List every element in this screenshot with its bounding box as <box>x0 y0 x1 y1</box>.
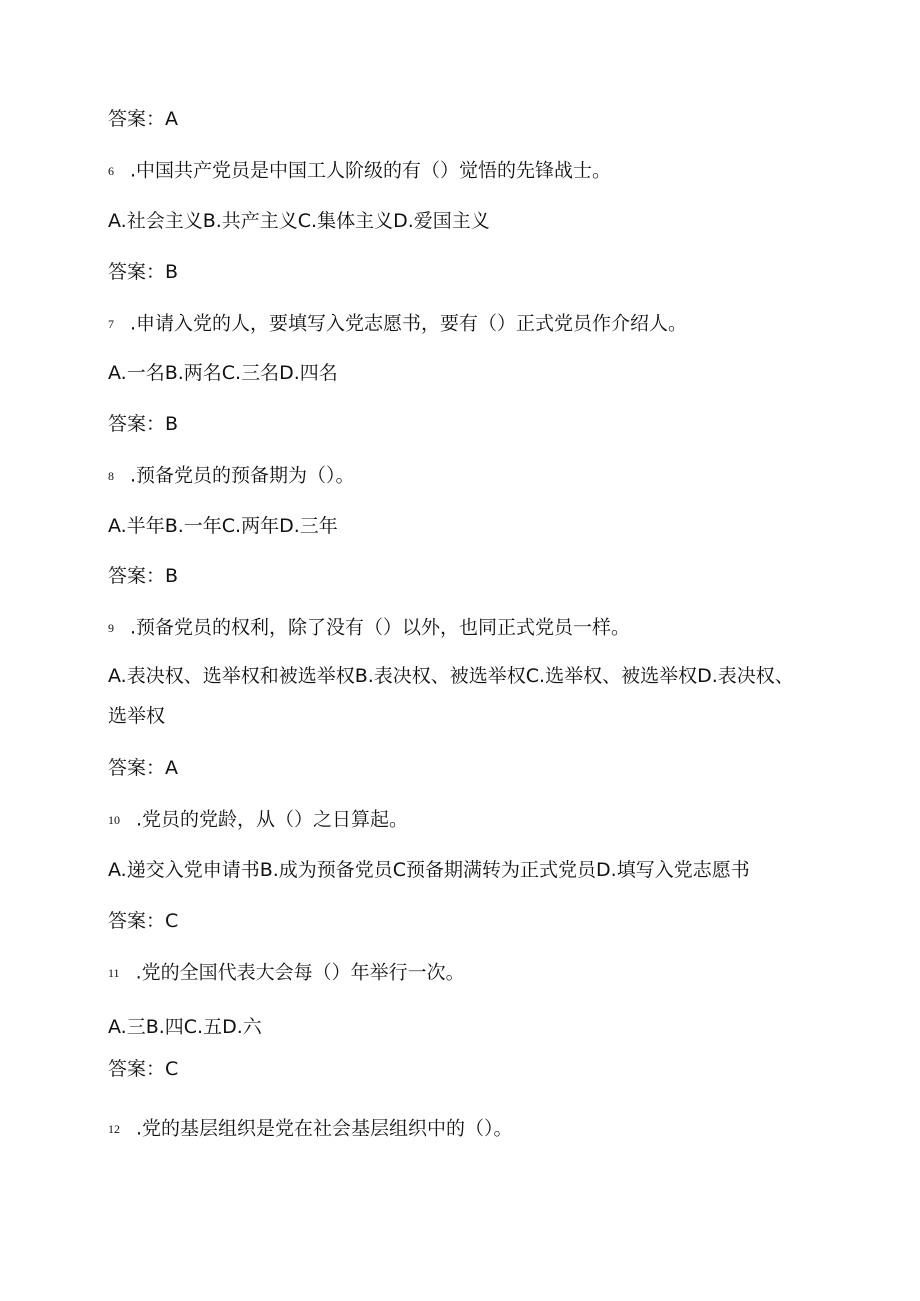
answer-line: 答案：A <box>108 757 178 779</box>
question-number: 8 <box>108 468 114 483</box>
question-line <box>108 615 630 640</box>
question-text: .党员的党龄，从（）之日算起。 <box>136 808 409 831</box>
question-number: 11 <box>108 965 120 980</box>
answer-line: 答案：B <box>108 261 179 283</box>
question-text: .党的基层组织是党在社会基层组织中的（）。 <box>136 1117 513 1140</box>
question-text: .申请入党的人，要填写入党志愿书，要有（）正式党员作介绍人。 <box>130 312 688 335</box>
answer-line: 答案：C <box>108 910 179 932</box>
answer-line: 答案：B <box>108 413 179 435</box>
question-line <box>108 1116 513 1141</box>
answer-line: 答案：B <box>108 565 179 587</box>
question-line <box>108 311 687 336</box>
question-text: .中国共产党员是中国工人阶级的有（）觉悟的先锋战士。 <box>130 159 612 182</box>
options-line: A.半年B.一年C.两年D.三年 <box>108 515 338 537</box>
options-line: A.三B.四C.五D.六 <box>108 1016 262 1038</box>
question-line <box>108 463 355 488</box>
options-line: A.表决权、选举权和被选举权B.表决权、被选举权C.选举权、被选举权D.表决权、选举权 <box>108 665 794 727</box>
question-number: 7 <box>108 316 114 331</box>
question-number: 12 <box>108 1121 120 1136</box>
question-text: .预备党员的预备期为（）。 <box>130 464 355 487</box>
question-number: 10 <box>108 812 120 827</box>
answer-line: 答案：C <box>108 1058 179 1080</box>
options-line: A.社会主义B.共产主义C.集体主义D.爱国主义 <box>108 210 490 232</box>
question-number: 6 <box>108 163 114 178</box>
question-text: .党的全国代表大会每（）年举行一次。 <box>135 961 465 984</box>
options-line: A.递交入党申请书B.成为预备党员C预备期满转为正式党员D.填写入党志愿书 <box>108 859 750 881</box>
question-number: 9 <box>108 620 114 635</box>
question-line <box>108 158 611 183</box>
options-line: A.一名B.两名C.三名D.四名 <box>108 362 338 384</box>
question-line <box>108 807 408 832</box>
question-text: .预备党员的权利，除了没有（）以外，也同正式党员一样。 <box>130 616 631 639</box>
question-line <box>108 960 465 985</box>
answer-line: 答案：A <box>108 108 178 130</box>
